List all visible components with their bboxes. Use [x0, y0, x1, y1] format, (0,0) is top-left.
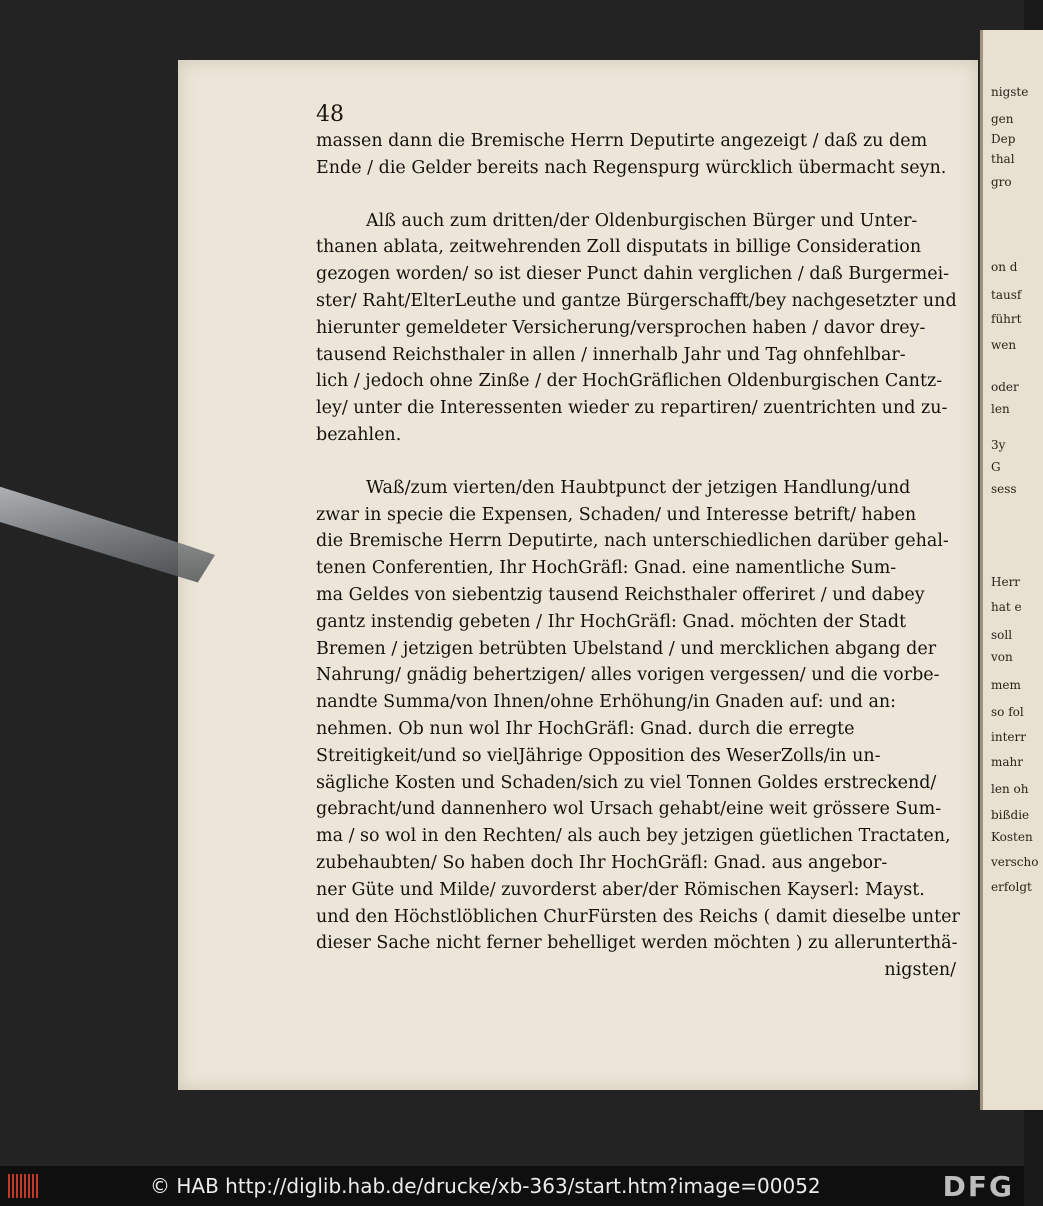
text-line: ster/ Raht/ElterLeuthe und gantze Bürgerschafft/bey nachgesetzter und — [316, 290, 957, 311]
adjacent-text-fragment: len — [991, 402, 1010, 416]
adjacent-text-fragment: mem — [991, 678, 1021, 692]
text-line: lich / jedoch ohne Zinße / der HochGräflichen Oldenburgischen Cantz- — [316, 371, 943, 392]
text-line: zubehaubten/ So haben doch Ihr HochGräfl: Gnad. aus angebor- — [316, 852, 888, 873]
adjacent-text-fragment: on d — [991, 260, 1018, 274]
text-line: Streitigkeit/und so vielJährige Opposition des WeserZolls/in un- — [316, 745, 881, 766]
text-line: nehmen. Ob nun wol Ihr HochGräfl: Gnad. durch die erregte — [316, 718, 855, 739]
text-line: und den Höchstlöblichen ChurFürsten des Reichs ( damit dieselbe unter — [316, 906, 960, 927]
adjacent-text-fragment: nigste — [991, 85, 1029, 99]
text-line: gantz instendig gebeten / Ihr HochGräfl: Gnad. möchten der Stadt — [316, 611, 907, 632]
text-line: Nahrung/ gnädig behertzigen/ alles vorigen vergessen/ und die vorbe- — [316, 665, 940, 686]
adjacent-text-fragment: erfolgt — [991, 880, 1032, 894]
paragraph-gap — [316, 182, 956, 208]
adjacent-text-fragment: gro — [991, 175, 1012, 189]
adjacent-page-edge — [980, 30, 1043, 1110]
text-line: hierunter gemeldeter Versicherung/versprochen haben / davor drey- — [316, 317, 926, 338]
adjacent-text-fragment: thal — [991, 152, 1015, 166]
text-line: dieser Sache nicht ferner behelliget werden möchten ) zu allerunterthä- — [316, 933, 958, 954]
adjacent-text-fragment: Dep — [991, 132, 1016, 146]
adjacent-text-fragment: soll — [991, 628, 1013, 642]
text-line: sägliche Kosten und Schaden/sich zu viel Tonnen Goldes erstreckend/ — [316, 772, 937, 793]
adjacent-text-fragment: gen — [991, 112, 1014, 126]
text-line: Ende / die Gelder bereits nach Regenspurg würcklich übermacht seyn. — [316, 157, 947, 178]
book-page — [178, 60, 978, 1090]
adjacent-text-fragment: verscho — [991, 855, 1039, 869]
text-line: Waß/zum vierten/den Haubtpunct der jetzigen Handlung/und — [366, 477, 911, 498]
adjacent-text-fragment: so fol — [991, 705, 1024, 719]
text-line: tausend Reichsthaler in allen / innerhalb Jahr und Tag ohnfehlbar- — [316, 344, 906, 365]
text-line: thanen ablata, zeitwehrenden Zoll disputats in billige Consideration — [316, 237, 922, 258]
text-line: nandte Summa/von Ihnen/ohne Erhöhung/in Gnaden auf: und an: — [316, 692, 897, 713]
text-line: tenen Conferentien, Ihr HochGräfl: Gnad. eine namentliche Sum- — [316, 558, 897, 579]
page-number: 48 — [316, 102, 344, 127]
text-line: bezahlen. — [316, 424, 402, 445]
adjacent-text-fragment: führt — [991, 312, 1022, 326]
text-line: ma / so wol in den Rechten/ als auch bey jetzigen güetlichen Tractaten, — [316, 826, 951, 847]
adjacent-text-fragment: G — [991, 460, 1001, 474]
adjacent-text-fragment: len oh — [991, 782, 1029, 796]
page-text — [316, 128, 960, 984]
adjacent-text-fragment: tausf — [991, 288, 1022, 302]
dfg-logo: DFG — [942, 1170, 1014, 1203]
text-line: Bremen / jetzigen betrübten Ubelstand / und mercklichen abgang der — [316, 638, 937, 659]
adjacent-text-fragment: von — [991, 650, 1013, 664]
text-line: ner Güte und Milde/ zuvorderst aber/der Römischen Kayserl: Mayst. — [316, 879, 925, 900]
text-line: die Bremische Herrn Deputirte, nach unterschiedlichen darüber gehal- — [316, 531, 949, 552]
text-line: gebracht/und dannenhero wol Ursach gehabt/eine weit grössere Sum- — [316, 799, 942, 820]
adjacent-text-fragment: oder — [991, 380, 1019, 394]
text-line: ley/ unter die Interessenten wieder zu repartiren/ zuentrichten und zu- — [316, 398, 948, 419]
text-line: zwar in specie die Expensen, Schaden/ und Interesse betrift/ haben — [316, 504, 917, 525]
text-line: Alß auch zum dritten/der Oldenburgischen Bürger und Unter- — [366, 210, 918, 231]
text-line: gezogen worden/ so ist dieser Punct dahin verglichen / daß Burgermei- — [316, 264, 950, 285]
paragraph-gap — [316, 449, 956, 475]
adjacent-text-fragment: bißdie — [991, 808, 1030, 822]
footer-copyright-url[interactable]: © HAB http://diglib.hab.de/drucke/xb-363/start.htm?image=00052 — [150, 1174, 821, 1198]
adjacent-text-fragment: mahr — [991, 755, 1023, 769]
adjacent-text-fragment: interr — [991, 730, 1026, 744]
adjacent-text-fragment: sess — [991, 482, 1017, 496]
text-line: ma Geldes von siebentzig tausend Reichsthaler offeriret / und dabey — [316, 584, 925, 605]
text-line: massen dann die Bremische Herrn Deputirte angezeigt / daß zu dem — [316, 131, 928, 151]
adjacent-text-fragment: hat e — [991, 600, 1022, 614]
adjacent-text-fragment: Herr — [991, 575, 1021, 589]
adjacent-text-fragment: 3y — [991, 438, 1006, 452]
adjacent-text-fragment: wen — [991, 338, 1017, 352]
footer-bar — [0, 1166, 1024, 1206]
text-line: nigsten/ — [884, 960, 956, 981]
barcode-icon — [8, 1174, 38, 1198]
adjacent-text-fragment: Kosten — [991, 830, 1033, 844]
